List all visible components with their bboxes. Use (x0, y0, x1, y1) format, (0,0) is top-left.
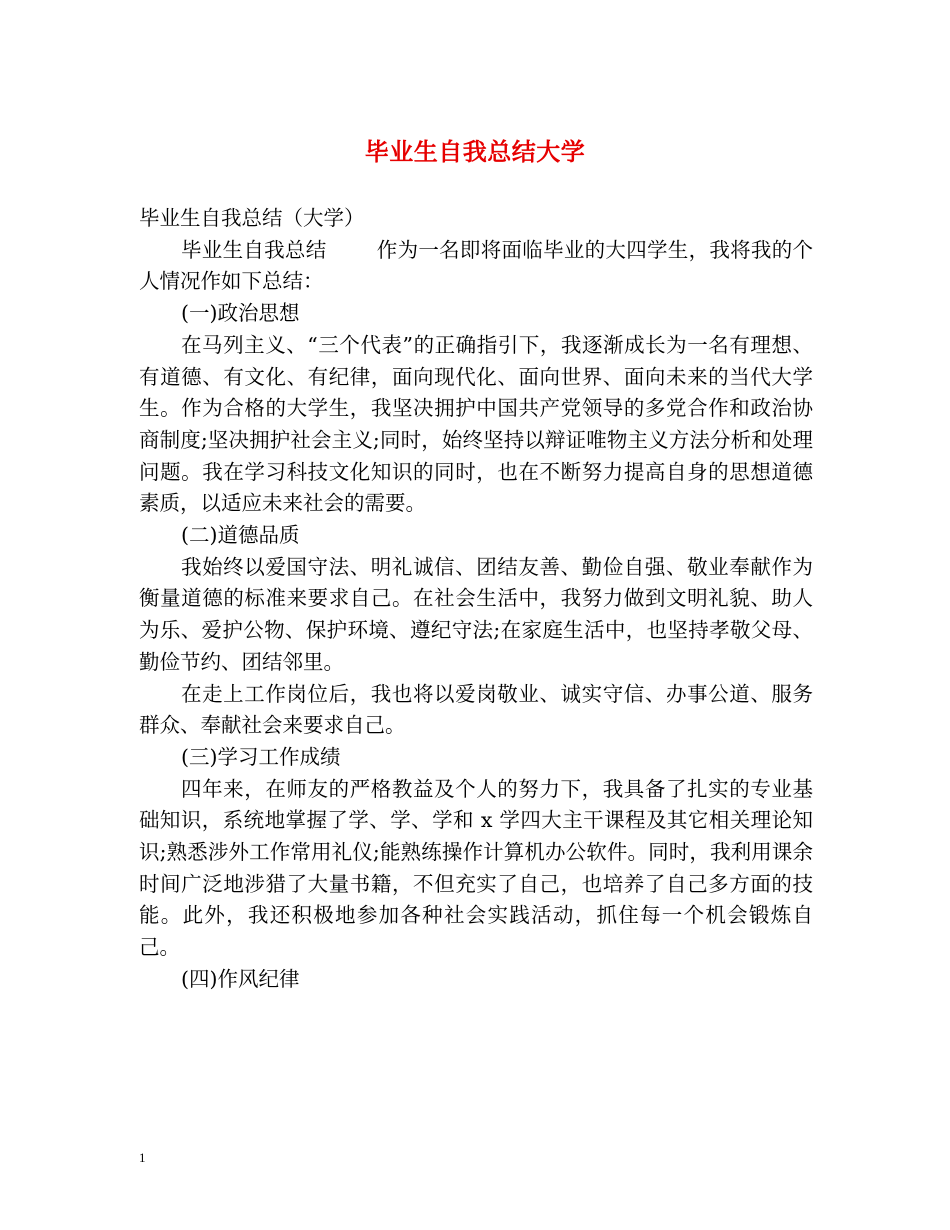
section-paragraph-morality-2: 在走上工作岗位后，我也将以爱岗敬业、诚实守信、办事公道、服务群众、奉献社会来要求自己。 (139, 681, 813, 738)
section-heading-study: (三)学习工作成绩 (181, 744, 341, 769)
document-subtitle: 毕业生自我总结（大学） (139, 206, 365, 230)
intro-text: 作为一名即将面临毕业的大四学生，我将我的个人情况作如下总结： (139, 237, 813, 294)
section-heading-discipline: (四)作风纪律 (181, 966, 300, 991)
section-paragraph-study: 四年来，在师友的严格教益及个人的努力下，我具备了扎实的专业基础知识，系统地掌握了学、学、学和 x 学四大主干课程及其它相关理论知识;熟悉涉外工作常用礼仪;能熟练操作计算机办公软件。同时，我利用课余时间广泛地涉猎了大量书籍，不但充实了自己，也培养了自己多方面的技能。此外，我还积极地参加各种社会实践活动，抓住每一个机会锻炼自己。 (139, 776, 813, 960)
section-paragraph-politics: 在马列主义、“三个代表”的正确指引下，我逐渐成长为一名有理想、有道德、有文化、有纪律，面向现代化、面向世界、面向未来的当代大学生。作为合格的大学生，我坚决拥护中国共产党领导的多党合作和政治协商制度;坚决拥护社会主义;同时，始终坚持以辩证唯物主义方法分析和处理问题。我在学习科技文化知识的同时，也在不断努力提高自身的思想道德素质，以适应未来社会的需要。 (139, 332, 813, 516)
section-heading-politics: (一)政治思想 (181, 301, 300, 326)
document-body (139, 203, 813, 996)
document-title: 毕业生自我总结大学 (364, 138, 586, 166)
intro-paragraph (139, 235, 813, 298)
section-paragraph-morality-1: 我始终以爱国守法、明礼诚信、团结友善、勤俭自强、敬业奉献作为衡量道德的标准来要求自己。在社会生活中，我努力做到文明礼貌、助人为乐、爱护公物、保护环境、遵纪守法;在家庭生活中，也坚持孝敬父母、勤俭节约、团结邻里。 (139, 554, 813, 674)
intro-label: 毕业生自我总结 (181, 237, 327, 262)
section-heading-morality: (二)道德品质 (181, 523, 300, 548)
page-number: 1 (139, 1150, 146, 1165)
